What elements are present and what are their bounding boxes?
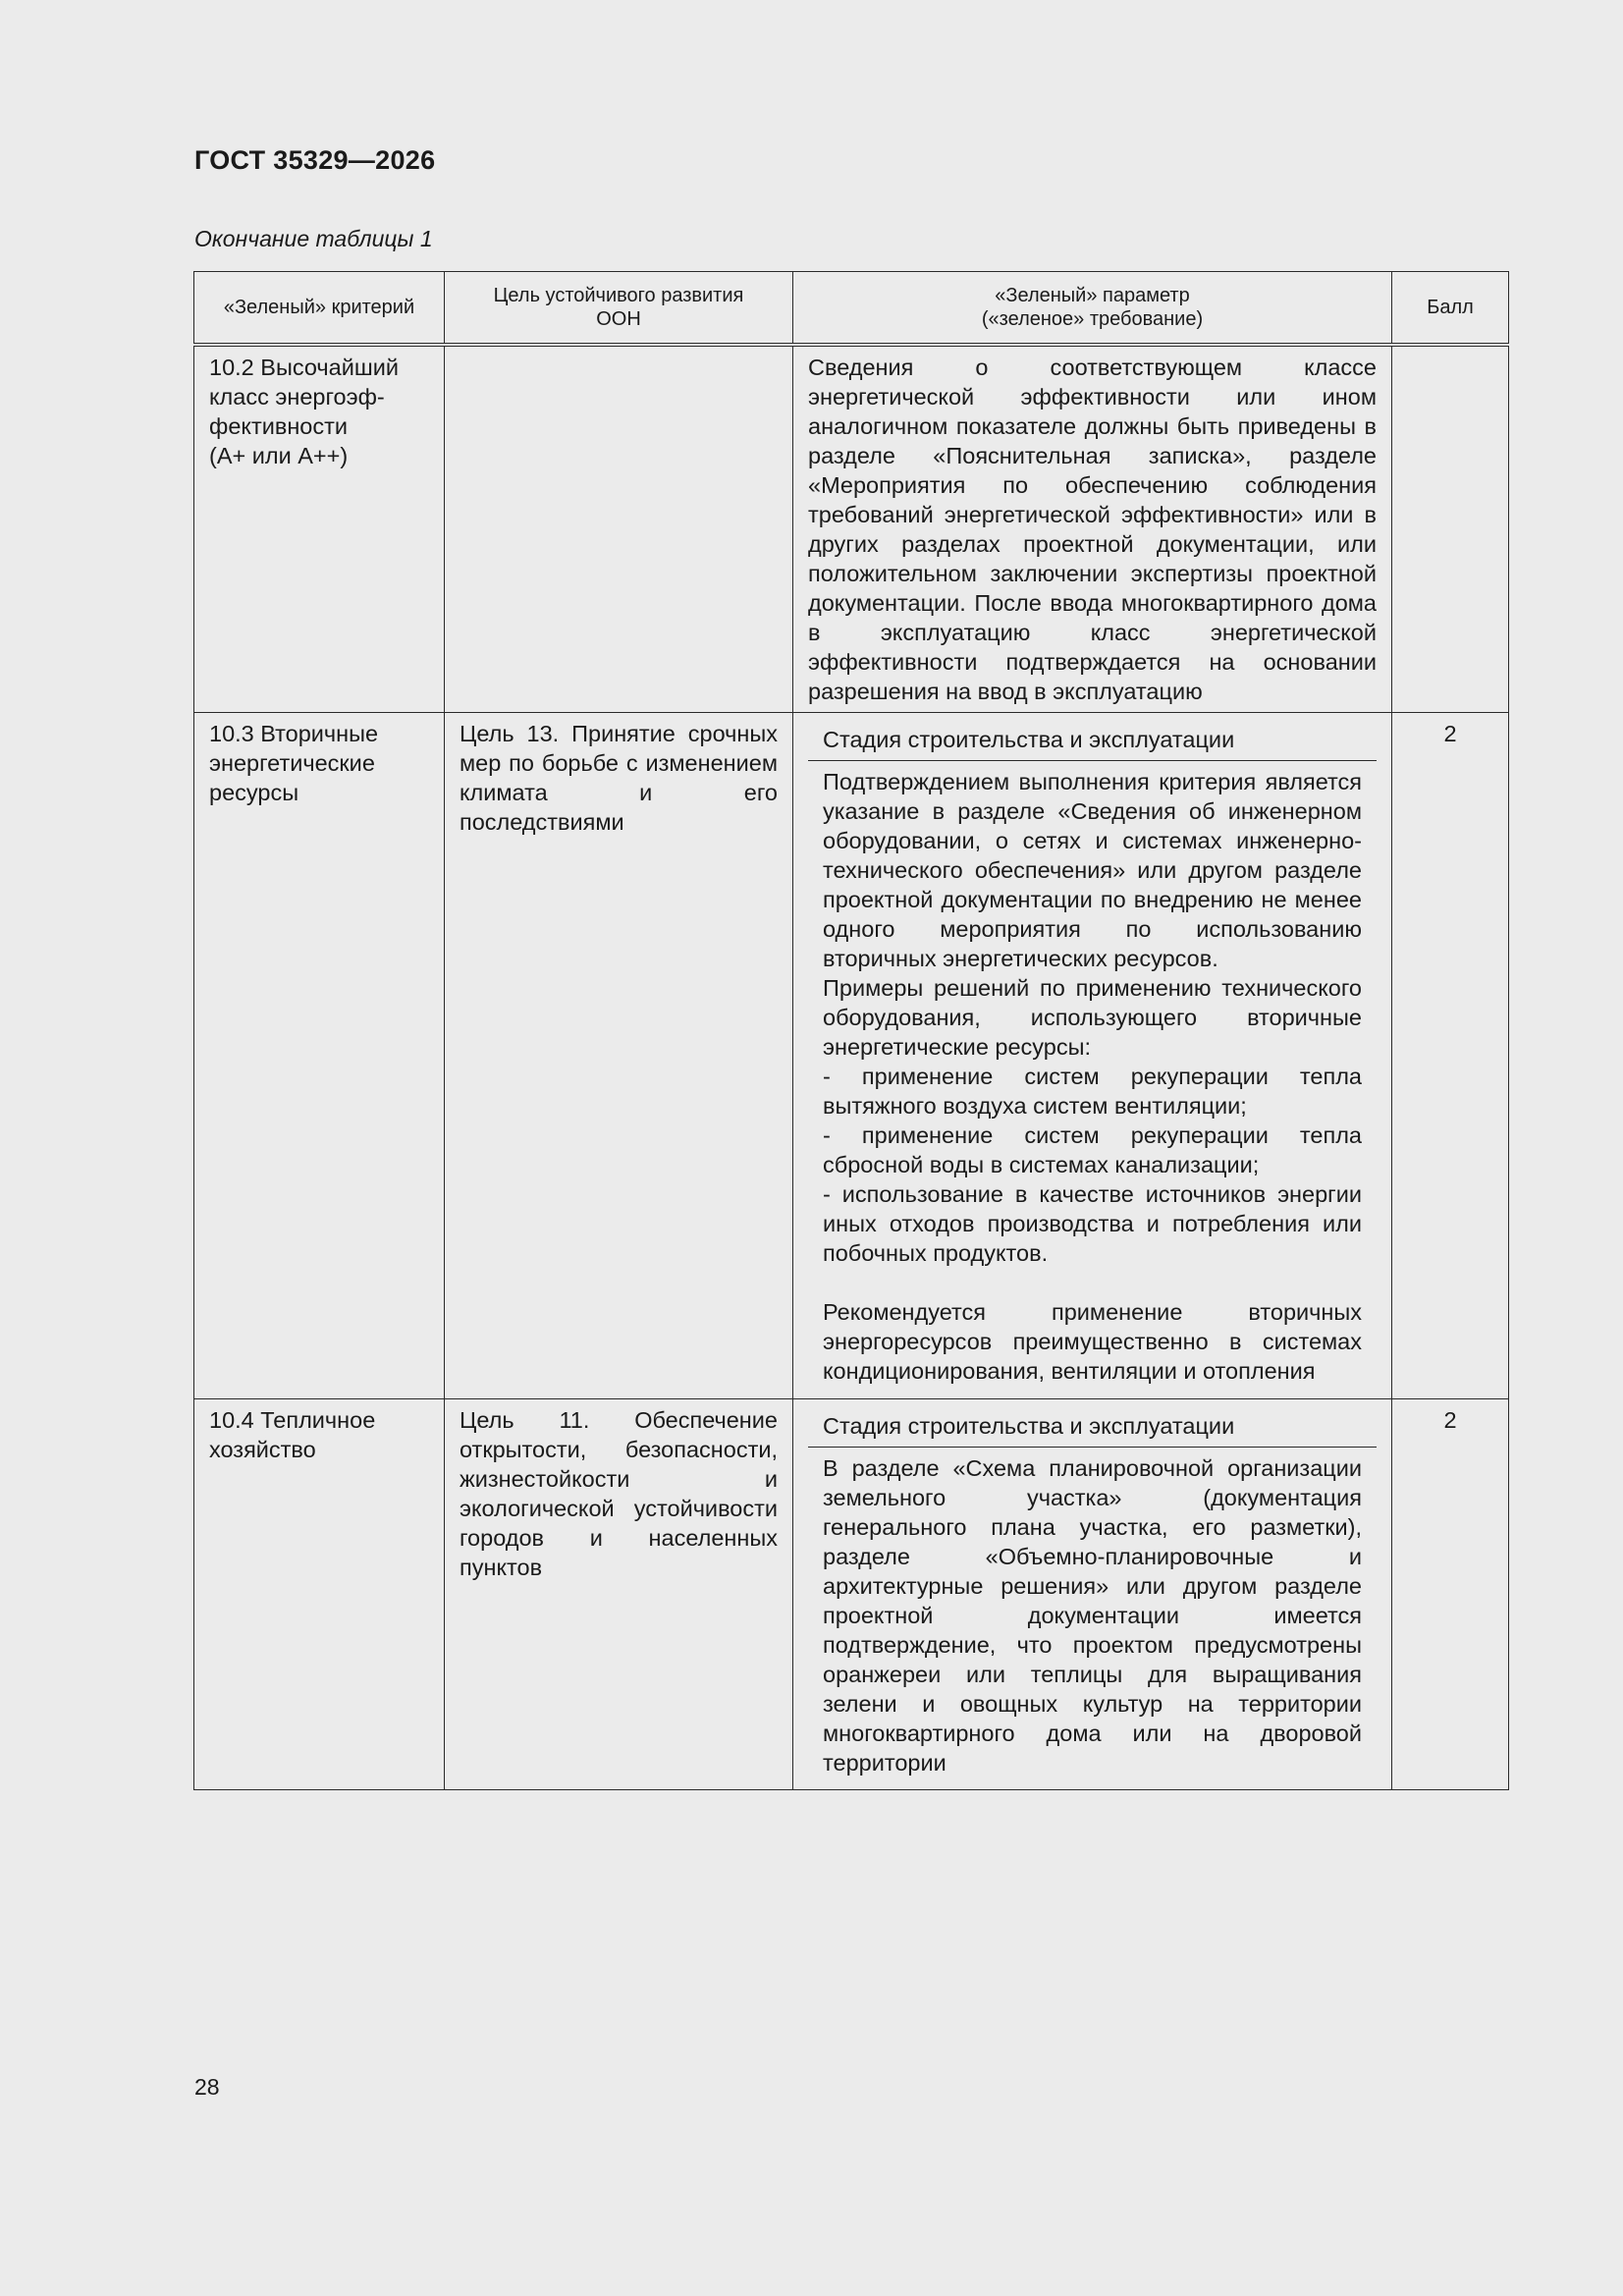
criterion-cell: 10.3 Вторичные энергетические ресурсы <box>194 713 445 1399</box>
table-row <box>194 713 1509 1399</box>
table-row <box>194 1399 1509 1790</box>
parameter-cell <box>793 1399 1392 1790</box>
column-header-parameter: «Зеленый» параметр («зеленое» требование) <box>793 272 1392 346</box>
score-cell <box>1392 345 1509 713</box>
score-cell: 2 <box>1392 1399 1509 1790</box>
goal-cell: Цель 11. Обеспечение открытости, безопасности, жизнестойкости и экологической устойчивости городов и населенных пунктов <box>445 1399 793 1790</box>
parameter-text: Подтверждением выполнения критерия является указание в разделе «Сведения об инженерном оборудовании, о сетях и системах инженерно-технического обеспечения» или другом разделе проектной документации по внедрению не менее одного мероприятия по использованию вторичных энергетических ресурсов. Примеры решений по применению технического оборудования, использующего вторичные энергетические ресурсы: - применение систем рекуперации тепла вытяжного воздуха систем вентиляции; - применение систем рекуперации тепла сбросной воды в системах канализации; - использование в качестве источников энергии иных отходов производства и потребления или побочных продуктов. Рекомендуется применение вторичных энергоресурсов преимущественно в системах кондиционирования, вентиляции и отопления <box>823 769 1362 1384</box>
stage-subcell: Стадия строительства и эксплуатации <box>808 1405 1377 1448</box>
parameter-text: В разделе «Схема планировочной организации земельного участка» (документация генерального плана участка, его разметки), разделе «Объемно-планировочные и архитектурные решения» или другом разделе проектной документации имеется подтверждение, что проектом предусмотрены оранжереи или теплицы для выращивания зелени и овощных культур на территории многоквартирного дома или на дворовой территории <box>823 1455 1362 1776</box>
stage-subcell: Стадия строительства и эксплуатации <box>808 719 1377 761</box>
table-row <box>194 345 1509 713</box>
table-caption: Окончание таблицы 1 <box>194 226 433 251</box>
green-criteria-table <box>193 271 1509 1790</box>
column-header-sdg-goal: Цель устойчивого развития ООН <box>445 272 793 346</box>
goal-cell <box>445 345 793 713</box>
criterion-cell: 10.4 Тепличное хозяйство <box>194 1399 445 1790</box>
criterion-cell: 10.2 Высочайший класс энергоэф- фективности (A+ или A++) <box>194 345 445 713</box>
document-header: ГОСТ 35329—2026 <box>194 145 436 175</box>
page-number: 28 <box>194 2074 220 2100</box>
table-header-row <box>194 272 1509 346</box>
goal-cell: Цель 13. Принятие срочных мер по борьбе с изменением климата и его последствиями <box>445 713 793 1399</box>
column-header-score: Балл <box>1392 272 1509 346</box>
parameter-cell: Сведения о соответствующем классе энергетической эффективности или ином аналогичном показателе должны быть приведены в разделе «Пояснительная записка», разделе «Мероприятия по обеспечению соблюдения требований энергетической эффективности» или в других разделах проектной документации, или положительном заключении экспертизы проектной документации. После ввода многоквартирного дома в эксплуатацию класс энергетической эффективности подтверждается на основании разрешения на ввод в эксплуатацию <box>793 345 1392 713</box>
parameter-cell <box>793 713 1392 1399</box>
column-header-criterion: «Зеленый» критерий <box>194 272 445 346</box>
score-cell: 2 <box>1392 713 1509 1399</box>
